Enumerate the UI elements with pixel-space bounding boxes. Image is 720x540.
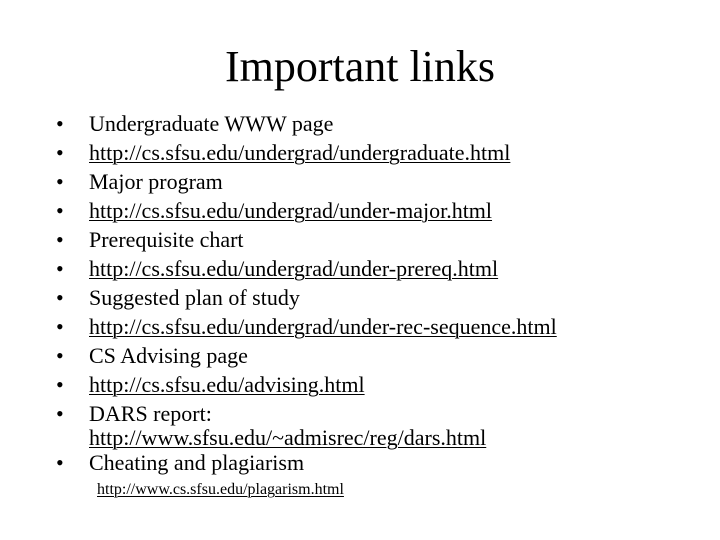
item-label: CS Advising page [89,343,248,368]
item-label: Prerequisite chart [89,227,244,252]
list-item-rec-sequence-link[interactable] [56,312,696,341]
list-item-prerequisite-chart [56,225,696,254]
list-item-prereq-link[interactable] [56,254,696,283]
bullet-icon: • [56,401,64,426]
slide-title: Important links [224,42,496,91]
list-item-major-link[interactable] [56,196,696,225]
plan-of-study-link[interactable]: http://cs.sfsu.edu/undergrad/under-rec-sequence.html [89,314,557,339]
list-item-advising-link[interactable] [56,370,696,399]
bullet-icon: • [56,343,64,368]
item-label: Suggested plan of study [89,285,300,310]
prerequisite-chart-link[interactable]: http://cs.sfsu.edu/undergrad/under-prereq.html [89,256,499,281]
dars-report-link[interactable]: http://www.sfsu.edu/~admisrec/reg/dars.html [89,425,487,450]
item-label: DARS report: [89,401,212,426]
list-item-suggested-plan [56,283,696,312]
bullet-icon: • [56,285,64,310]
list-item-dars-report [56,399,696,448]
plagiarism-link[interactable]: http://www.cs.sfsu.edu/plagarism.html [97,481,344,498]
bullet-icon: • [56,198,64,223]
bullet-icon: • [56,227,64,252]
item-label: Major program [89,169,223,194]
list-item-cheating-plagiarism [56,448,696,477]
bullet-icon: • [56,111,64,136]
bullet-icon: • [56,256,64,281]
list-item-undergraduate-link[interactable] [56,138,696,167]
bullet-icon: • [56,140,64,165]
item-label: Cheating and plagiarism [89,450,305,475]
bullet-icon: • [56,314,64,339]
bullet-icon: • [56,450,64,475]
item-label: Undergraduate WWW page [89,111,334,136]
bullet-icon: • [56,169,64,194]
list-item-major-program [56,167,696,196]
bullet-icon: • [56,372,64,397]
list-item-cs-advising-page [56,341,696,370]
undergraduate-link[interactable]: http://cs.sfsu.edu/undergrad/undergraduate.html [89,140,511,165]
major-program-link[interactable]: http://cs.sfsu.edu/undergrad/under-major.html [89,198,493,223]
links-bullet-list [56,109,696,477]
list-item-undergraduate-www-page [56,109,696,138]
advising-link[interactable]: http://cs.sfsu.edu/advising.html [89,372,365,397]
